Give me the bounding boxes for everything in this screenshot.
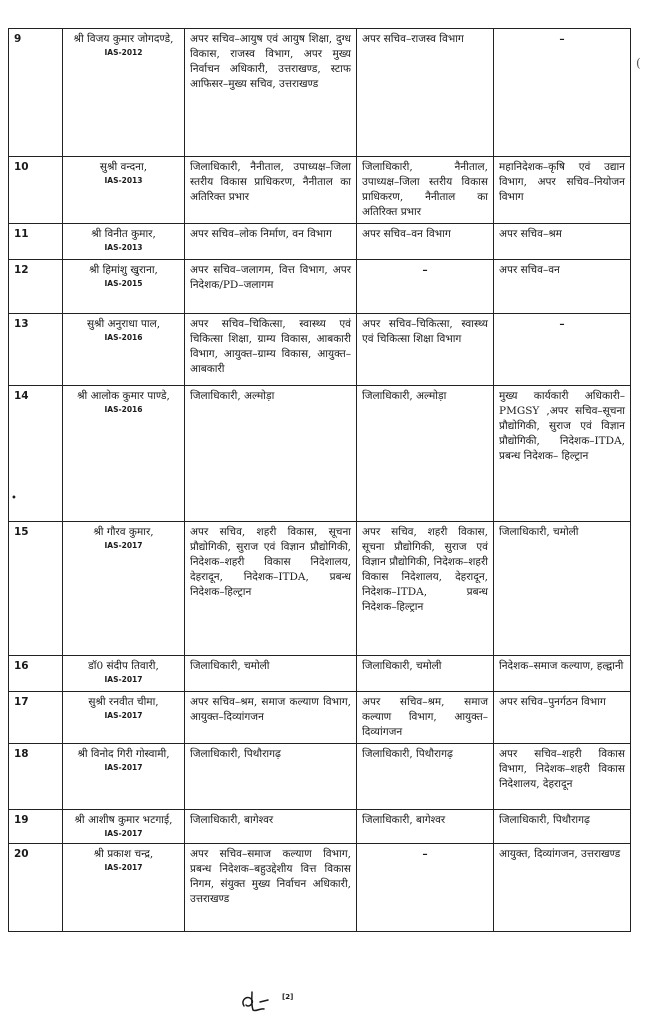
officer-batch: IAS-2017: [104, 763, 143, 772]
officer-name: श्री हिमांशु खुराना,: [89, 264, 158, 276]
serial-number-cell: 15: [9, 522, 63, 656]
table-row: [9, 692, 631, 744]
officer-name: श्री विनीत कुमार,: [91, 228, 156, 240]
officer-name: डॉ0 संदीप तिवारी,: [88, 660, 159, 672]
additional-charge-cell: [494, 29, 631, 157]
officer-name: श्री विजय कुमार जोगदण्डे,: [73, 33, 174, 45]
officer-batch: IAS-2012: [104, 48, 143, 57]
new-post-cell: जिलाधिकारी, पिथौरागढ़: [357, 744, 494, 810]
table-row: [9, 157, 631, 224]
current-post-cell: जिलाधिकारी, चमोली: [185, 656, 357, 692]
table-row: [9, 744, 631, 810]
additional-charge-cell: महानिदेशक–कृषि एवं उद्यान विभाग, अपर सचिव–नियोजन विभाग: [494, 157, 631, 224]
additional-charge-cell: [494, 314, 631, 386]
serial-number-cell: 11: [9, 224, 63, 260]
serial-number-cell: 19: [9, 810, 63, 844]
current-post-cell: अपर सचिव–चिकित्सा, स्वास्थ्य एवं चिकित्सा शिक्षा, ग्राम्य विकास, आबकारी विभाग, आयुक्त–ग्राम्य विकास, आयुक्त–आबकारी: [185, 314, 357, 386]
officer-name: श्री गौरव कुमार,: [93, 526, 154, 538]
current-post-cell: अपर सचिव, शहरी विकास, सूचना प्रौद्योगिकी, सुराज एवं विज्ञान प्रौद्योगिकी, निदेशक–शहरी विकास निदेशालय, देहरादून, निदेशक–ITDA, प्रबन्ध निदेशक–हिल्ट्रान: [185, 522, 357, 656]
additional-charge-cell: अपर सचिव–शहरी विकास विभाग, निदेशक–शहरी विकास निदेशालय, देहरादून: [494, 744, 631, 810]
table-body: [9, 29, 631, 932]
dash-placeholder: –: [559, 318, 565, 330]
officer-batch: IAS-2017: [104, 711, 143, 720]
table-row: [9, 314, 631, 386]
officer-batch: IAS-2013: [104, 176, 143, 185]
officer-name: श्री प्रकाश चन्द्र,: [93, 848, 154, 860]
officer-batch: IAS-2017: [104, 541, 143, 550]
officer-batch: IAS-2017: [104, 829, 143, 838]
officer-name-cell: [63, 224, 185, 260]
serial-number-cell: 17: [9, 692, 63, 744]
officer-name-cell: [63, 656, 185, 692]
officer-batch: IAS-2016: [104, 333, 143, 342]
serial-number-cell: 12: [9, 260, 63, 314]
table-row: [9, 844, 631, 932]
stray-dot-mark: •: [11, 493, 17, 504]
current-post-cell: अपर सचिव–लोक निर्माण, वन विभाग: [185, 224, 357, 260]
new-post-cell: जिलाधिकारी, बागेश्वर: [357, 810, 494, 844]
new-post-cell: जिलाधिकारी, चमोली: [357, 656, 494, 692]
dash-placeholder: –: [422, 848, 428, 860]
additional-charge-cell: अपर सचिव–पुनर्गठन विभाग: [494, 692, 631, 744]
serial-number-cell: 18: [9, 744, 63, 810]
officer-name-cell: [63, 29, 185, 157]
table-row: [9, 29, 631, 157]
officer-name-cell: [63, 157, 185, 224]
officer-name: श्री आशीष कुमार भटगाई,: [74, 814, 173, 826]
officer-name: श्री विनोद गिरी गोस्वामी,: [77, 748, 170, 760]
dash-placeholder: –: [422, 264, 428, 276]
officer-batch: IAS-2017: [104, 863, 143, 872]
serial-number-cell: 13: [9, 314, 63, 386]
officer-name: श्री आलोक कुमार पाण्डे,: [77, 390, 170, 402]
new-post-cell: अपर सचिव–श्रम, समाज कल्याण विभाग, आयुक्त–दिव्यांगजन: [357, 692, 494, 744]
signature-mark: [238, 988, 272, 1014]
officer-name-cell: [63, 844, 185, 932]
new-post-cell: अपर सचिव, शहरी विकास, सूचना प्रौद्योगिकी, सुराज एवं विज्ञान प्रौद्योगिकी, निदेशक–शहरी विकास निदेशालय, देहरादून, निदेशक–ITDA, प्रबन्ध निदेशक–हिल्ट्रान: [357, 522, 494, 656]
officer-batch: IAS-2017: [104, 675, 143, 684]
officer-name-cell: [63, 314, 185, 386]
officer-transfer-table: [8, 28, 631, 932]
additional-charge-cell: निदेशक–समाज कल्याण, हल्द्वानी: [494, 656, 631, 692]
new-post-cell: अपर सचिव–वन विभाग: [357, 224, 494, 260]
current-post-cell: जिलाधिकारी, पिथौरागढ़: [185, 744, 357, 810]
officer-name-cell: [63, 386, 185, 522]
current-post-cell: अपर सचिव–समाज कल्याण विभाग, प्रबन्ध निदेशक–बहुउद्देशीय वित्त विकास निगम, संयुक्त मुख्य निर्वाचन अधिकारी, उत्तराखण्ड: [185, 844, 357, 932]
serial-number-cell: 9: [9, 29, 63, 157]
officer-name-cell: [63, 744, 185, 810]
serial-number-cell: 16: [9, 656, 63, 692]
new-post-cell: जिलाधिकारी, अल्मोड़ा: [357, 386, 494, 522]
current-post-cell: अपर सचिव–आयुष एवं आयुष शिक्षा, दुग्ध विकास, राजस्व विभाग, अपर मुख्य निर्वाचन अधिकारी, उत्तराखण्ड, स्टाफ आफिसर–मुख्य सचिव, उत्तराखण्ड: [185, 29, 357, 157]
officer-name: सुश्री अनुराधा पाल,: [86, 318, 161, 330]
officer-name-cell: [63, 260, 185, 314]
current-post-cell: जिलाधिकारी, बागेश्वर: [185, 810, 357, 844]
officer-name-cell: [63, 810, 185, 844]
additional-charge-cell: जिलाधिकारी, चमोली: [494, 522, 631, 656]
officer-name: सुश्री रनवीत चीमा,: [88, 696, 159, 708]
officer-batch: IAS-2016: [104, 405, 143, 414]
additional-charge-cell: मुख्य कार्यकारी अधिकारी–PMGSY ,अपर सचिव–सूचना प्रौद्योगिकी, सुराज एवं विज्ञान प्रौद्योगिकी, निदेशक–ITDA, प्रबन्ध निदेशक– हिल्ट्रान: [494, 386, 631, 522]
new-post-cell: [357, 844, 494, 932]
additional-charge-cell: जिलाधिकारी, पिथौरागढ़: [494, 810, 631, 844]
new-post-cell: अपर सचिव–राजस्व विभाग: [357, 29, 494, 157]
current-post-cell: अपर सचिव–श्रम, समाज कल्याण विभाग, आयुक्त–दिव्यांगजन: [185, 692, 357, 744]
table-row: [9, 260, 631, 314]
current-post-cell: जिलाधिकारी, अल्मोड़ा: [185, 386, 357, 522]
current-post-cell: जिलाधिकारी, नैनीताल, उपाध्यक्ष–जिला स्तरीय विकास प्राधिकरण, नैनीताल का अतिरिक्त प्रभार: [185, 157, 357, 224]
dash-placeholder: –: [559, 33, 565, 45]
new-post-cell: [357, 260, 494, 314]
page-number: [2]: [282, 993, 294, 1001]
officer-name-cell: [63, 522, 185, 656]
new-post-cell: अपर सचिव–चिकित्सा, स्वास्थ्य एवं चिकित्सा शिक्षा विभाग: [357, 314, 494, 386]
table-row: [9, 386, 631, 522]
edge-scan-mark: (: [636, 56, 641, 70]
table-row: [9, 810, 631, 844]
new-post-cell: जिलाधिकारी, नैनीताल, उपाध्यक्ष–जिला स्तरीय विकास प्राधिकरण, नैनीताल का अतिरिक्त प्रभार: [357, 157, 494, 224]
serial-number-cell: 14: [9, 386, 63, 522]
officer-name: सुश्री वन्दना,: [99, 161, 148, 173]
current-post-cell: अपर सचिव–जलागम, वित्त विभाग, अपर निदेशक/PD–जलागम: [185, 260, 357, 314]
officer-batch: IAS-2013: [104, 243, 143, 252]
serial-number-cell: 20: [9, 844, 63, 932]
serial-number-cell: 10: [9, 157, 63, 224]
additional-charge-cell: आयुक्त, दिव्यांगजन, उत्तराखण्ड: [494, 844, 631, 932]
additional-charge-cell: अपर सचिव–वन: [494, 260, 631, 314]
officer-name-cell: [63, 692, 185, 744]
officer-batch: IAS-2015: [104, 279, 143, 288]
additional-charge-cell: अपर सचिव–श्रम: [494, 224, 631, 260]
table-row: [9, 656, 631, 692]
table-row: [9, 224, 631, 260]
table-row: [9, 522, 631, 656]
